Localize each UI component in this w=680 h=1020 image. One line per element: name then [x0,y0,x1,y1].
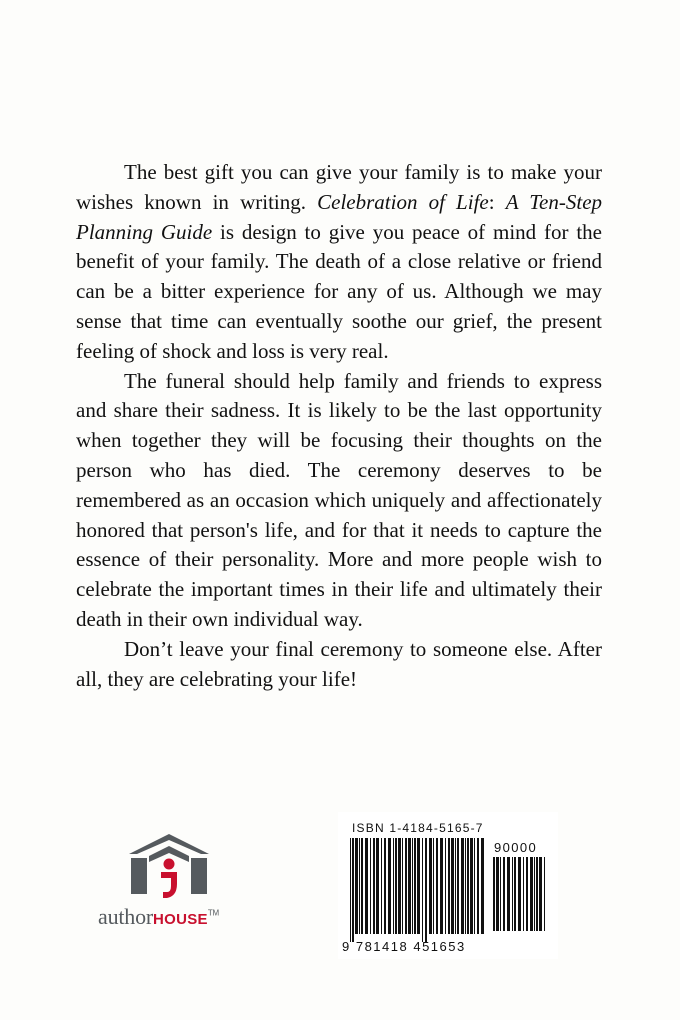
blurb-paragraph-2: The funeral should help family and friends to express and share their sadness. It is likely to be the last opportunity when together they will be focusing their thoughts on the person who has died. The ceremony deserves to be remembered as an occasion which uniquely and affectionately honored that person's life, and for that it needs to capture the essence of their personality. More and more people wish to celebrate the important times in their life and ultimately their death in their own individual way. [76,368,602,631]
barcode-bar [451,838,454,934]
barcode-bar [384,838,386,934]
barcode-bar [365,838,368,934]
barcode-bar [355,838,358,934]
barcode-bar [481,838,484,934]
wordmark-house: HOUSE [153,911,208,928]
house-book-icon [127,832,211,900]
barcode-bar [408,838,411,934]
barcode-bar [433,838,434,934]
barcode-bar [422,838,423,942]
barcode-bar [544,857,545,931]
isbn-barcode [338,812,558,959]
publisher-wordmark [98,904,219,930]
barcode-bar [429,838,432,934]
publisher-logo [98,832,248,942]
ean-digits: 9 781418 451653 [342,939,466,954]
barcode-bar [530,857,533,931]
barcode-bar [350,838,351,942]
barcode-bar [395,838,397,934]
barcode-bar [523,857,524,931]
barcode-bar [465,838,466,934]
book-title-part-1: Celebration of Life [317,189,489,214]
barcode-bar [405,838,407,934]
addon-barcode-bars [493,857,549,939]
barcode-bar [518,857,521,931]
barcode-bar [534,857,535,931]
price-code: 90000 [494,840,538,855]
barcode-bar [467,838,469,934]
barcode-bar [376,838,379,934]
barcode-bar [493,857,495,931]
barcode-bar [388,838,391,934]
blurb-paragraph-1 [76,158,602,367]
back-cover-blurb [76,158,602,694]
barcode-bar [393,838,394,934]
barcode-bar [514,857,516,931]
book-title-part-2: A Ten-Step Planning Guide [76,189,603,244]
barcode-bar [474,838,475,934]
barcode-bar [470,838,473,934]
barcode-bar [359,838,360,934]
barcode-bar [414,838,416,934]
trademark-symbol: TM [207,908,220,918]
barcode-bar [398,838,401,934]
barcode-bar [461,838,464,934]
wordmark-author: author [98,904,154,929]
blurb-text: is design to give you peace of mind for the benefit of your family. The death of a close relative or friend can be a bitter experience for any of us. Although we may sense that time can eventually soothe our grief, the present feeling of shock and loss is very real. [76,219,602,363]
barcode-bar [503,857,505,931]
barcode-bar [507,857,510,931]
barcode-bar [370,838,371,934]
title-colon: : [488,189,506,214]
barcode-bar [448,838,450,934]
barcode-bar [445,838,446,934]
barcode-bar [496,857,499,931]
blurb-paragraph-3: Don’t leave your final ceremony to someone else. After all, they are celebrating your life! [76,636,602,691]
barcode-bar [402,838,403,934]
barcode-bar [381,838,382,934]
barcode-bar [436,838,438,934]
barcode-bar [477,838,479,934]
barcode-bar [455,838,456,934]
barcode-bar [526,857,528,931]
barcode-bar [539,857,542,931]
barcode-bar [361,838,363,934]
isbn-text: ISBN 1-4184-5165-7 [352,821,484,835]
barcode-bar [457,838,459,934]
barcode-bar [512,857,513,931]
barcode-bar [425,838,427,942]
ean13-barcode-bars [350,838,488,942]
barcode-bar [417,838,420,934]
barcode-bar [440,838,443,934]
barcode-bar [412,838,413,934]
barcode-bar [373,838,375,934]
barcode-bar [500,857,501,931]
barcode-bar [352,838,354,942]
barcode-bar [536,857,538,931]
blurb-text: The best gift you can give your family is to make your wishes known in writing. [76,160,602,214]
